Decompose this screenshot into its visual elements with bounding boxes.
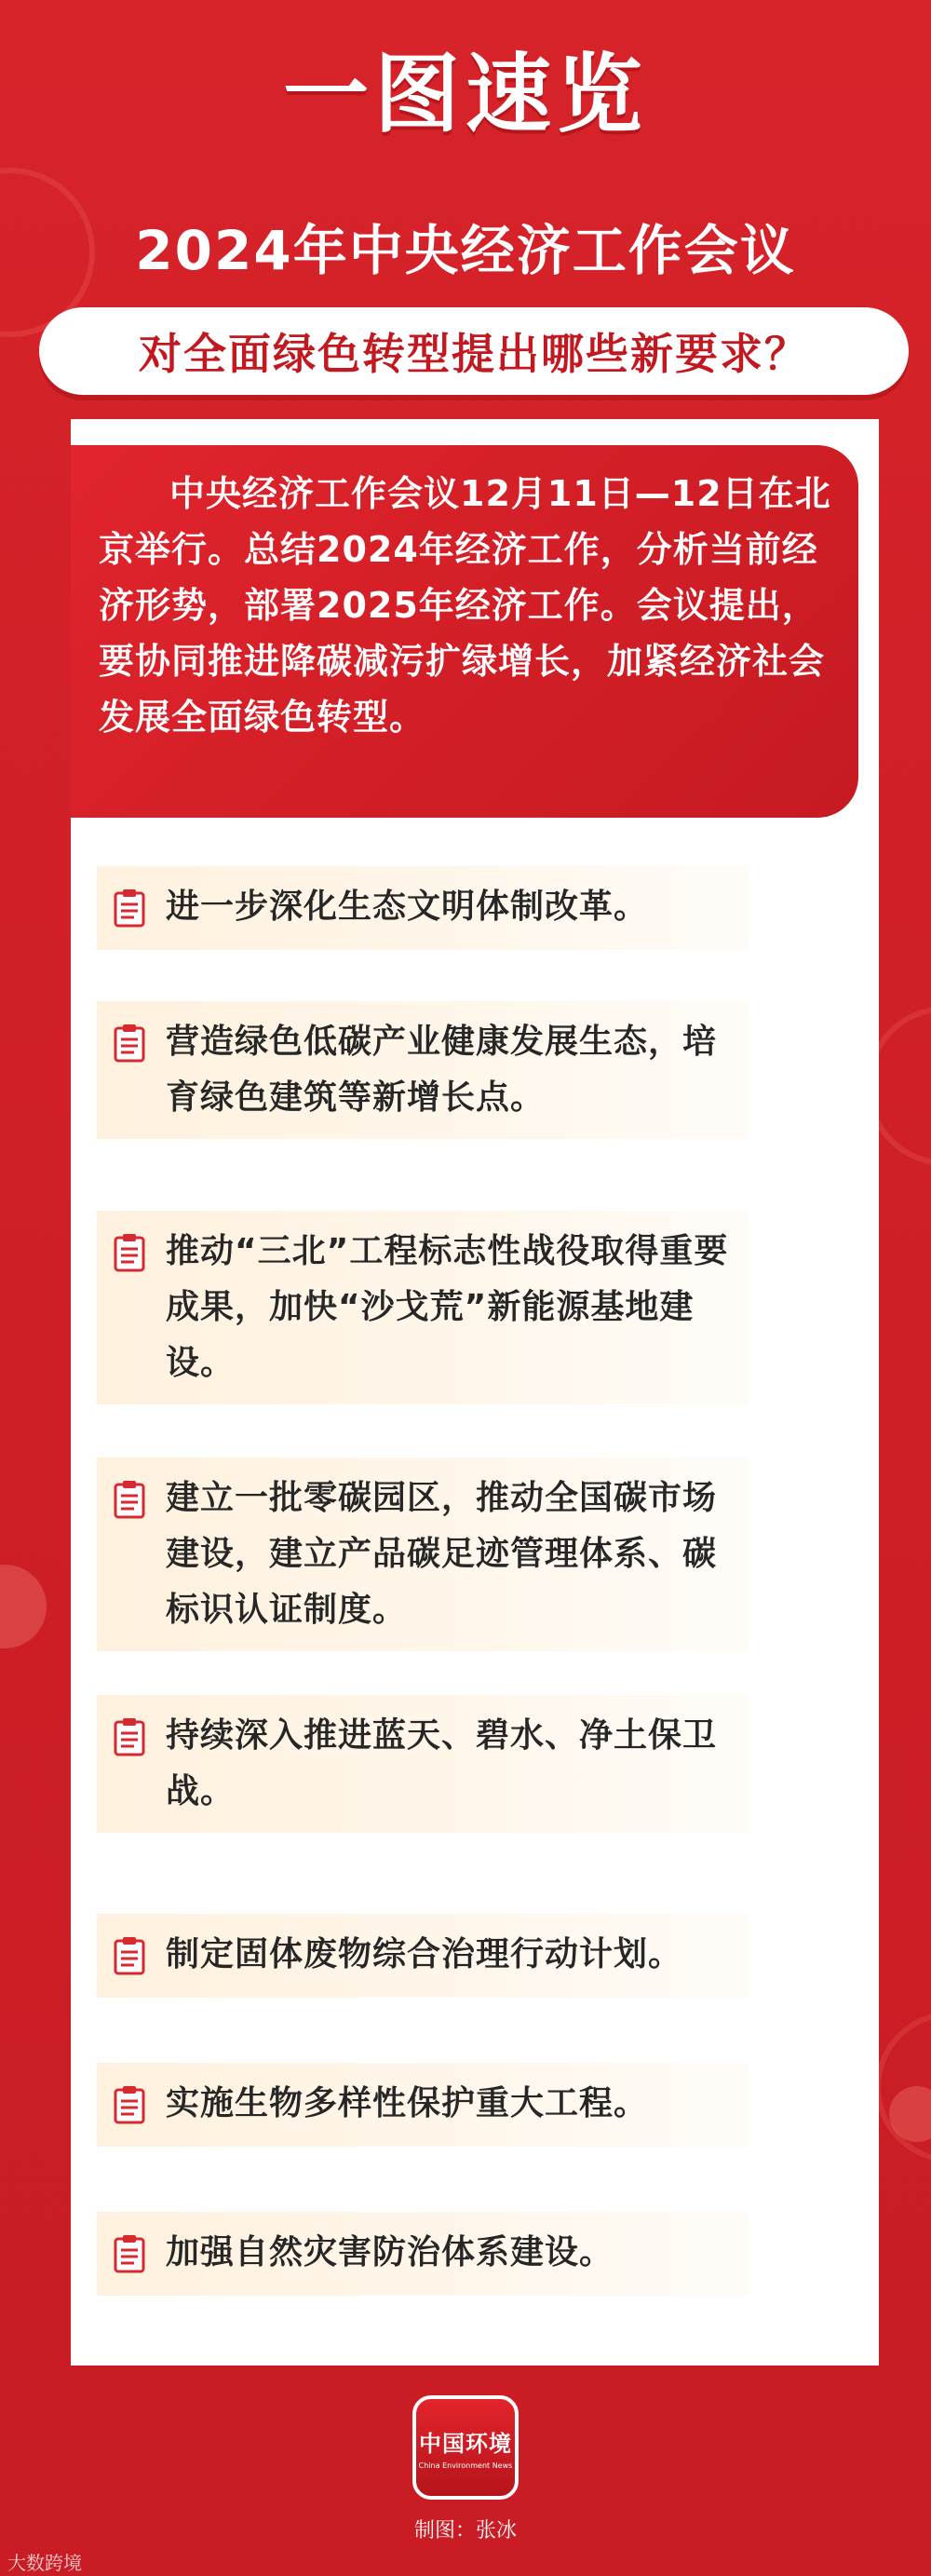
clipboard-icon (114, 1233, 145, 1272)
list-item (97, 1914, 749, 1998)
clipboard-icon (114, 1024, 145, 1063)
logo (412, 2395, 519, 2500)
list-item (97, 1695, 749, 1833)
list-item (97, 2212, 749, 2296)
clipboard-icon (114, 2234, 145, 2273)
intro-paragraph: 中央经济工作会议12月11日—12日在北京举行。总结2024年经济工作，分析当前经济形势，部署2025年经济工作。会议提出，要协同推进降碳减污扩绿增长，加紧经济社会发展全面绿色转型。 (71, 445, 858, 818)
list-item (97, 1457, 749, 1651)
list-item (97, 1001, 749, 1139)
list-item-text: 进一步深化生态文明体制改革。 (166, 888, 649, 926)
headline: 一图速览 (282, 45, 648, 144)
logo-subtitle: China Environment News (418, 2461, 513, 2470)
list-item (97, 866, 749, 950)
clipboard-icon (114, 2085, 145, 2124)
background-dot (0, 1565, 47, 1648)
question-banner (39, 307, 909, 395)
subhead: 2024年中央经济工作会议 (135, 219, 796, 282)
question-text: 对全面绿色转型提出哪些新要求？ (139, 329, 809, 379)
watermark: 大数跨境 (7, 2552, 82, 2574)
list-item (97, 1211, 749, 1404)
logo-name: 中国环境 (419, 2430, 512, 2457)
clipboard-icon (114, 888, 145, 928)
list-item-text: 持续深入推进蓝天、碧水、净土保卫战。 (166, 1716, 718, 1810)
list-item (97, 2063, 749, 2147)
list-item-text: 推动“三北”工程标志性战役取得重要成果，加快“沙戈荒”新能源基地建设。 (166, 1232, 729, 1382)
list-item-text: 建立一批零碳园区，推动全国碳市场建设，建立产品碳足迹管理体系、碳标识认证制度。 (166, 1479, 718, 1629)
clipboard-icon (114, 1480, 145, 1519)
list-item-text: 实施生物多样性保护重大工程。 (166, 2084, 649, 2122)
list-item-text: 制定固体废物综合治理行动计划。 (166, 1935, 683, 1973)
clipboard-icon (114, 1936, 145, 1975)
list-item-text: 加强自然灾害防治体系建设。 (166, 2233, 614, 2271)
list-item-text: 营造绿色低碳产业健康发展生态，培育绿色建筑等新增长点。 (166, 1023, 718, 1117)
clipboard-icon (114, 1717, 145, 1756)
credit: 制图：张冰 (413, 2519, 517, 2542)
